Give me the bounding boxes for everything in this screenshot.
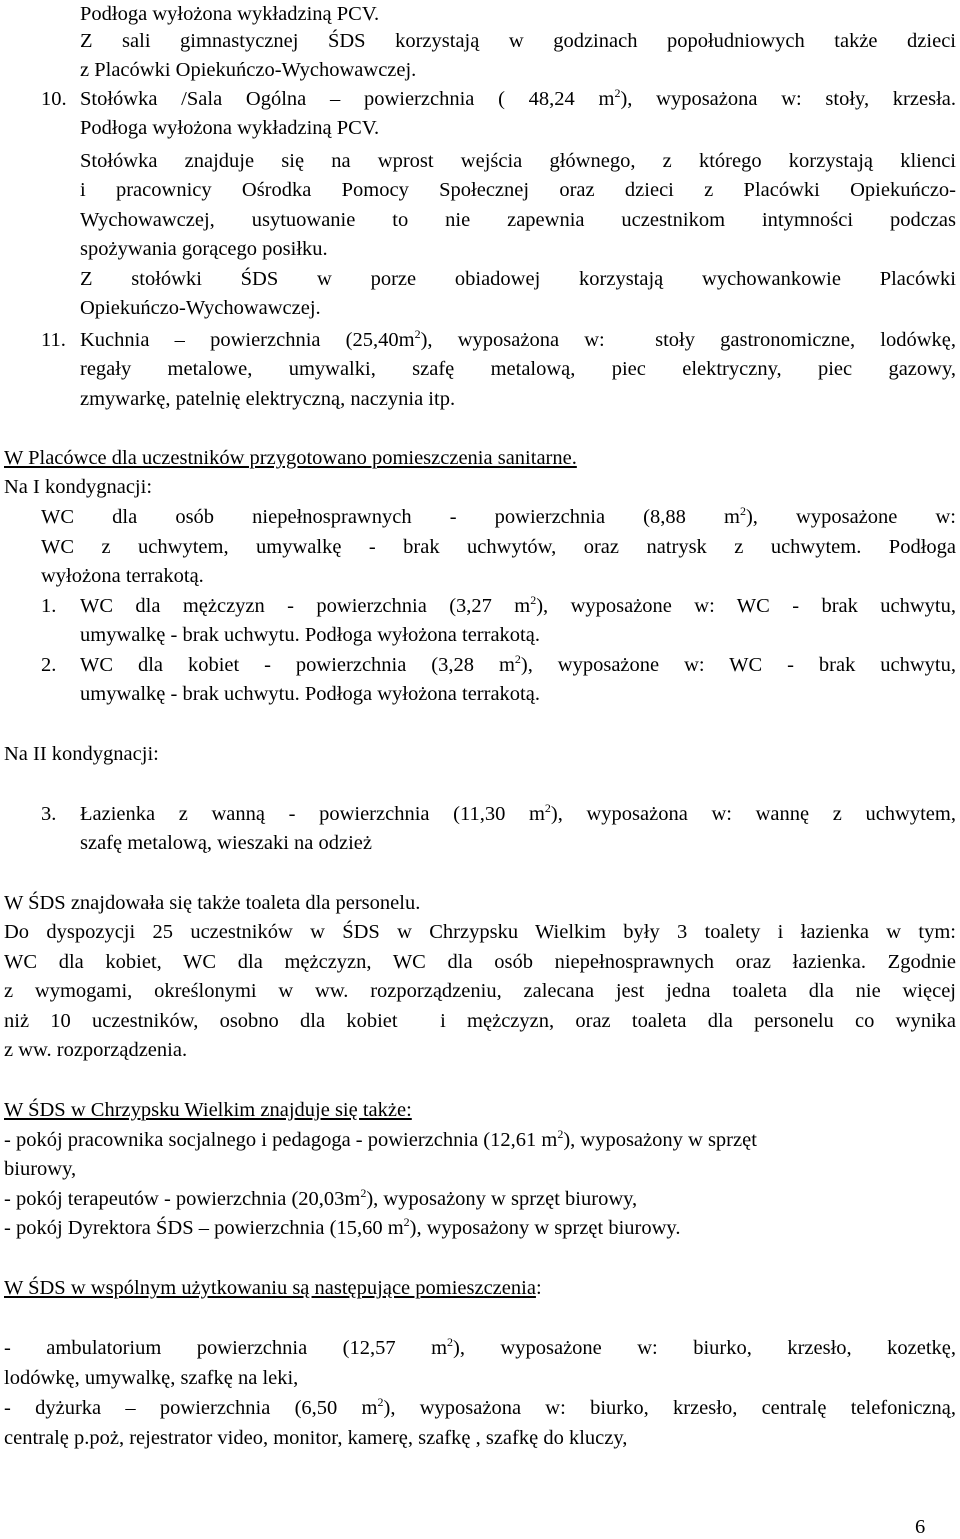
text-line: z ww. rozporządzenia. xyxy=(4,1039,188,1061)
section-heading: W ŚDS w Chrzypsku Wielkim znajduje się także: xyxy=(4,1099,412,1121)
text-line: umywalkę - brak uchwytu. Podłoga wyłożona terrakotą. xyxy=(80,683,540,705)
text-line: umywalkę - brak uchwytu. Podłoga wyłożona terrakotą. xyxy=(80,624,540,646)
text-line: - dyżurka – powierzchnia (6,50 $m^2$), wyposażona w: biurko, krzesło, centralę telefoniczną, xyxy=(4,1395,956,1419)
text-line: Podłoga wyłożona wykładziną PCV. xyxy=(80,3,380,25)
text-line: W ŚDS znajdowała się także toaleta dla personelu. xyxy=(4,892,421,914)
text-line: Wychowawczej, usytuowanie to nie zapewnia uczestnikom intymności podczas xyxy=(80,209,956,231)
text-line xyxy=(80,27,956,55)
text-line: zmywarkę, patelnię elektryczną, naczynia itp. xyxy=(80,388,456,410)
list-item-3: Łazienka z wanną - powierzchnia (11,30 $m^2$), wyposażona w: wannę z uchwytem, xyxy=(80,801,956,825)
text-line: biurowy, xyxy=(4,1158,77,1180)
text-line: centralę p.poż, rejestrator video, monitor, kamerę, szafkę , szafkę do kluczy, xyxy=(4,1427,628,1449)
text-line: - pokój terapeutów - powierzchnia $(20,03m^2)$, wyposażony w sprzęt biurowy, xyxy=(4,1186,638,1210)
text-line: Podłoga wyłożona wykładziną PCV. xyxy=(80,117,380,139)
list-number: 3. xyxy=(41,803,57,825)
text-line: WC z uchwytem, umywalkę - brak uchwytów, oraz natrysk z uchwytem. Podłoga xyxy=(41,536,956,558)
text-line: lodówkę, umywalkę, szafkę na leki, xyxy=(4,1367,299,1389)
list-number: 1. xyxy=(41,595,57,617)
text-line: WC dla osób niepełnosprawnych - powierzchnia (8,88 $m^2$), wyposażone w: xyxy=(41,504,956,528)
floor-label: Na I kondygnacji: xyxy=(4,476,153,498)
text-line: niż 10 uczestników, osobno dla kobiet i mężczyzn, oraz toaleta dla personelu co wynika xyxy=(4,1010,956,1032)
section-heading: W Placówce dla uczestników przygotowano pomieszczenia sanitarne. xyxy=(4,447,577,469)
list-number: 11. xyxy=(41,329,66,351)
text-line: regały metalowe, umywalki, szafę metalową, piec elektryczny, piec gazowy, xyxy=(80,358,956,380)
list-item-1: WC dla mężczyzn - powierzchnia (3,27 $m^2$), wyposażone w: WC - brak uchwytu, xyxy=(80,593,956,617)
list-item-10 xyxy=(80,85,956,113)
floor-label: Na II kondygnacji: xyxy=(4,743,159,765)
text-line: i pracownicy Ośrodka Pomocy Społecznej oraz dzieci z Placówki Opiekuńczo- xyxy=(80,179,956,201)
text-line: szafę metalową, wieszaki na odzież xyxy=(80,832,372,854)
text-line: Do dyspozycji 25 uczestników w ŚDS w Chrzypsku Wielkim były 3 toalety i łazienka w tym: xyxy=(4,921,956,943)
list-item-2: WC dla kobiet - powierzchnia (3,28 $m^2$), wyposażone w: WC - brak uchwytu, xyxy=(80,652,956,676)
item-text: Kuchnia – powierzchnia $(25,40m^2)$, wyposażona w: stoły gastronomiczne, lodówkę, xyxy=(80,327,956,351)
text-line: wyłożona terrakotą. xyxy=(41,565,204,587)
word-run: Z sali gimnastycznej ŚDS korzystają w godzinach popołudniowych także dzieci xyxy=(80,30,956,52)
text-line: Stołówka znajduje się na wprost wejścia głównego, z którego korzystają klienci xyxy=(80,150,956,172)
text-line: z Placówki Opiekuńczo-Wychowawczej. xyxy=(80,59,417,81)
section-heading: W ŚDS w wspólnym użytkowaniu są następujące pomieszczenia: xyxy=(4,1277,542,1299)
text-line: - pokój pracownika socjalnego i pedagoga - powierzchnia (12,61 $m^2$), wyposażony w sprzęt xyxy=(4,1127,757,1151)
text-line: spożywania gorącego posiłku. xyxy=(80,238,328,260)
list-item-11 xyxy=(80,326,956,354)
text-line: Opiekuńczo-Wychowawczej. xyxy=(80,297,321,319)
text-line: - ambulatorium powierzchnia (12,57 $m^2$), wyposażone w: biurko, krzesło, kozetkę, xyxy=(4,1335,956,1359)
list-number: 2. xyxy=(41,654,57,676)
text-line: WC dla kobiet, WC dla mężczyzn, WC dla osób niepełnosprawnych oraz łazienka. Zgodnie xyxy=(4,951,956,973)
text-line: z wymogami, określonymi w ww. rozporządzeniu, zalecana jest jedna toaleta dla nie więcej xyxy=(4,980,956,1002)
text-line: - pokój Dyrektora ŚDS – powierzchnia (15,60 $m^2$), wyposażony w sprzęt biurowy. xyxy=(4,1215,681,1239)
list-number: 10. xyxy=(41,88,67,110)
page-number: 6 xyxy=(915,1516,926,1538)
text-line: Z stołówki ŚDS w porze obiadowej korzystają wychowankowie Placówki xyxy=(80,268,956,290)
item-text: Stołówka /Sala Ogólna – powierzchnia ( 48,24 $m^2$), wyposażona w: stoły, krzesła. xyxy=(80,86,956,110)
